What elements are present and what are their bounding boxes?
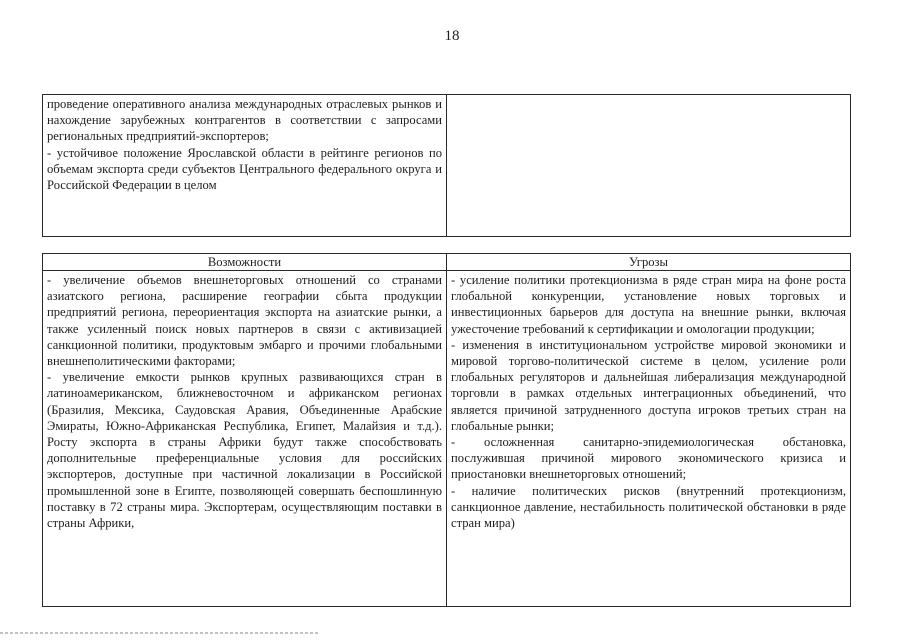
list-item: - устойчивое положение Ярославской области в рейтинге регионов по объемам экспорта среди субъектов Центрального федерального округа и Российской Федерации в целом <box>47 145 442 193</box>
strengths-right-cell <box>447 95 851 237</box>
opportunities-header: Возможности <box>43 254 447 271</box>
table-header-row <box>43 254 851 271</box>
table-row <box>43 271 851 607</box>
strengths-continued-table <box>42 94 851 237</box>
scan-edge-artifact <box>0 632 320 634</box>
threats-header: Угрозы <box>447 254 851 271</box>
list-item: - изменения в институциональном устройстве мировой экономики и мировой торгово-политической системе в целом, усиление роли глобальных регуляторов и дальнейшая либерализация международной торговли в рамках отдельных интеграционных объединений, что является причиной затрудненного доступа игроков третьих стран на глобальные рынки; <box>451 337 846 433</box>
list-item: - увеличение емкости рынков крупных развивающихся стран в латиноамериканском, ближневосточном и африканском регионах (Бразилия, Мексика, Саудовская Аравия, Объединенные Арабские Эмираты, Южно-Африканская Республика, Египет, Малайзия и т.д.). Росту экспорта в страны Африки будут также способствовать дополнительные преференциальные условия для российских экспортеров, доступные при частичной локализации в Российской промышленной зоне в Египте, позволяющей совершать беспошлинную поставку в 72 страны мира. Экспортерам, осуществляющим поставки в страны Африки, <box>47 370 442 531</box>
opportunities-threats-table <box>42 253 851 607</box>
table-row <box>43 95 851 237</box>
strengths-left-cell <box>43 95 447 237</box>
opportunities-cell <box>43 271 447 607</box>
list-item: - усиление политики протекционизма в ряде стран мира на фоне роста глобальной конкуренции, установление новых торговых и инвестиционных барьеров для доступа на внешние рынки, включая ужесточение требований к сертификации и омологации продукции; <box>451 273 846 336</box>
page-number: 18 <box>444 28 460 44</box>
list-item: - осложненная санитарно-эпидемиологическая обстановка, послужившая причиной мирового экономического кризиса и приостановки внешнеторговых отношений; <box>451 435 846 482</box>
threats-cell <box>447 271 851 607</box>
list-item: проведение оперативного анализа международных отраслевых рынков и нахождение зарубежных контрагентов в соответствии с запросами региональных предприятий-экспортеров; <box>47 97 442 144</box>
list-item: - увеличение объемов внешнеторговых отношений со странами азиатского региона, расширение географии сбыта продукции предприятий региона, переориентация экспорта на азиатские рынки, а также усиленный поиск новых партнеров в связи с активизацией санкционной политики, продуктовым эмбарго и прочими глобальными внешнеполитическими факторами; <box>47 273 442 369</box>
list-item: - наличие политических рисков (внутренний протекционизм, санкционное давление, нестабильность политической обстановки в ряде стран мира) <box>451 483 846 531</box>
